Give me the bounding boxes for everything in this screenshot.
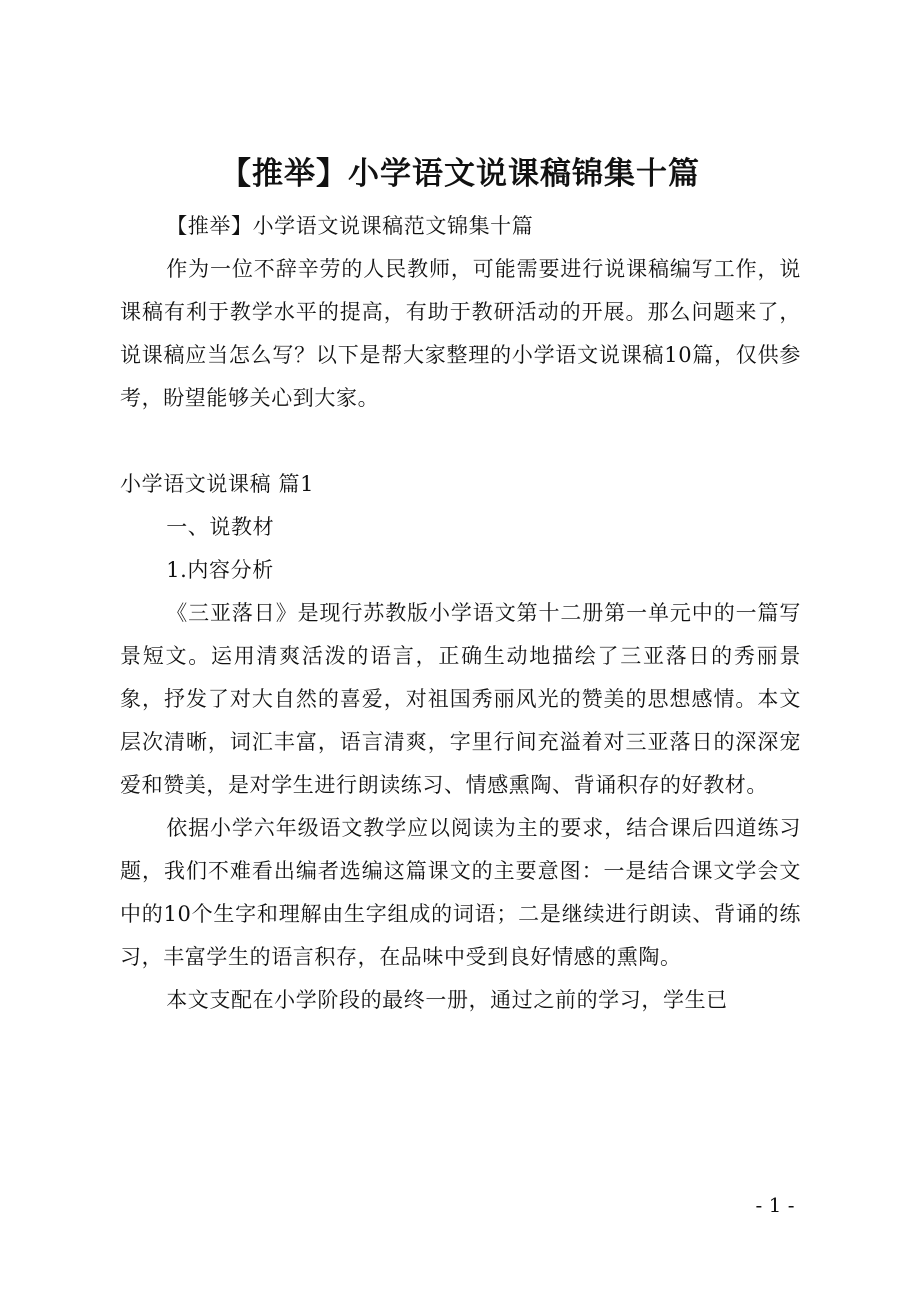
blank-line <box>120 420 801 463</box>
section-heading: 小学语文说课稿 篇1 <box>120 472 315 496</box>
intro-paragraph: 作为一位不辞辛劳的人民教师，可能需要进行说课稿编写工作，说课稿有利于教学水平的提高，有助于教研活动的开展。那么问题来了，说课稿应当怎么写？以下是帮大家整理的小学语文说课稿10篇，仅供参考，盼望能够关心到大家。 <box>120 257 801 410</box>
heading-content-analysis: 1.内容分析 <box>166 558 274 582</box>
document-title: 【推举】小学语文说课稿锦集十篇 <box>220 156 700 192</box>
document-body <box>120 205 801 1022</box>
document-subtitle: 【推举】小学语文说课稿范文锦集十篇 <box>166 214 534 238</box>
page-number: - 1 - <box>755 1193 795 1217</box>
heading-teaching-material: 一、说教材 <box>166 515 275 539</box>
body-paragraph: 《三亚落日》是现行苏教版小学语文第十二册第一单元中的一篇写景短文。运用清爽活泼的语言，正确生动地描绘了三亚落日的秀丽景象，抒发了对大自然的喜爱，对祖国秀丽风光的赞美的思想感情。本文层次清晰，词汇丰富，语言清爽，字里行间充溢着对三亚落日的深深宠爱和赞美，是对学生进行朗读练习、情感熏陶、背诵积存的好教材。 <box>120 601 801 797</box>
body-paragraph: 依据小学六年级语文教学应以阅读为主的要求，结合课后四道练习题，我们不难看出编者选编这篇课文的主要意图：一是结合课文学会文中的10个生字和理解由生字组成的词语；二是继续进行朗读、背诵的练习，丰富学生的语言积存，在品味中受到良好情感的熏陶。 <box>120 816 801 969</box>
body-paragraph: 本文支配在小学阶段的最终一册，通过之前的学习，学生已 <box>166 988 728 1012</box>
